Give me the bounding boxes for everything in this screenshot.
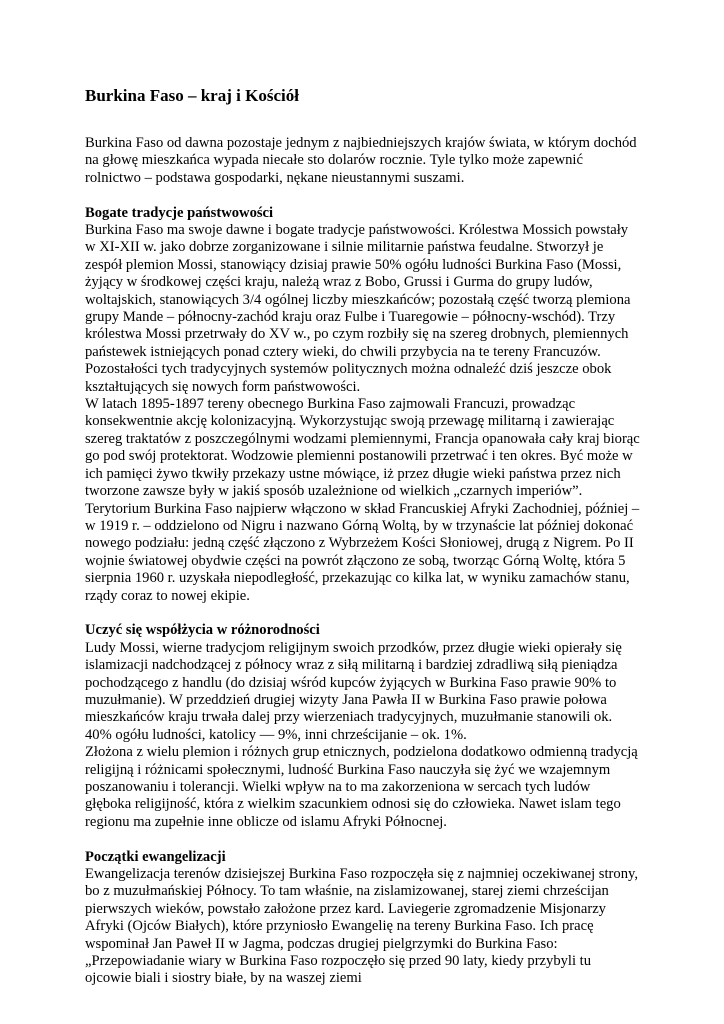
paragraph: Terytorium Burkina Faso najpierw włączono w skład Francuskiej Afryki Zachodniej, później – w 1919 r. – oddzielono od Nigru i nazwano Górną Woltą, by w trzynaście lat później dokonać nowego podziału: jedną część złączono z Wybrzeżem Kości Słoniowej, drugą z Nigrem. Po II wojnie światowej obydwie części na powrót złączono ze sobą, tworząc Górną Woltę, która 5 sierpnia 1960 r. uzyskała niepodległość, przekazując co kilka lat, w wyniku zamachów stanu, rządy coraz to nowej ekipie.	[85, 500, 640, 604]
paragraph: Burkina Faso ma swoje dawne i bogate tradycje państwowości. Królestwa Mossich powstały w XI-XII w. jako dobrze zorganizowane i silnie militarnie państwa feudalne. Stworzył je zespół plemion Mossi, stanowiący dzisiaj prawie 50% ogółu ludności Burkina Faso (Mossi, żyjący w środkowej części kraju, należą wraz z Bobo, Grussi i Gurma do grupy ludów, woltajskich, stanowiących 3/4 ogólnej liczby mieszkańców; pozostałą część tworzą plemiona grupy Mande – północny-zachód kraju oraz Fulbe i Tuaregowie – północny-wschód). Trzy królestwa Mossi przetrwały do XV w., po czym rozbiły się na szereg drobnych, plemiennych państewek istniejących ponad cztery wieki, do chwili przybycia na te tereny Francuzów. Pozostałości tych tradycyjnych systemów politycznych można odnaleźć dziś jeszcze obok kształtujących się nowych form państwowości.	[85, 222, 631, 395]
intro-paragraph: Burkina Faso od dawna pozostaje jednym z najbiedniejszych krajów świata, w którym dochód na głowę mieszkańca wypada niecałe sto dolarów rocznie. Tyle tylko może zapewnić rolnictwo – podstawa gospodarki, nękane nieustannymi suszami.	[85, 135, 637, 186]
paragraph: W latach 1895-1897 tereny obecnego Burkina Faso zajmowali Francuzi, prowadząc konsekwentnie akcję kolonizacyjną. Wykorzystując swoją przewagę militarną i zawierając szereg traktatów z poszczególnymi wodzami plemiennymi, Francja opanowała cały kraj biorąc go pod swój protektorat. Wodzowie plemienni postanowili przetrwać i ten okres. Być może w ich pamięci żywo tkwiły przekazy ustne mówiące, iż przez długie wieki państwa przez nich tworzone zawsze były w jakiś sposób uzależnione od wielkich „czarnych imperiów”.	[85, 396, 640, 500]
paragraph: Ewangelizacja terenów dzisiejszej Burkina Faso rozpoczęła się z najmniej oczekiwanej strony, bo z muzułmańskiej Północy. To tam właśnie, na zislamizowanej, starej ziemi chrześcijan pierwszych wieków, powstało założone przez kard. Laviegerie zgromadzenie Misjonarzy Afryki (Ojców Białych), które przyniosło Ewangelię na tereny Burkina Faso. Ich pracę wspominał Jan Paweł II w Jagma, podczas drugiej pielgrzymki do Burkina Faso: „Przepowiadanie wiary w Burkina Faso rozpoczęło się przed 90 laty, kiedy przybyli tu ojcowie biali i siostry białe, by na waszej ziemi	[85, 866, 638, 987]
paragraph: Ludy Mossi, wierne tradycjom religijnym swoich przodków, przez długie wieki opierały się islamizacji nadchodzącej z północy wraz z siłą militarną i bardziej zdradliwą siłą pieniądza pochodzącego z handlu (do dzisiaj wśród kupców żyjących w Burkina Faso prawie 90% to muzułmanie). W przeddzień drugiej wizyty Jana Pawła II w Burkina Faso prawie połowa mieszkańców kraju trwała dalej przy wierzeniach tradycyjnych, muzułmanie stanowili ok. 40% ogółu ludności, katolicy — 9%, inni chrześcijanie – ok. 1%.	[85, 639, 622, 743]
section-heading: Początki ewangelizacji	[85, 848, 226, 865]
section-state-traditions	[85, 205, 640, 605]
section-heading: Bogate tradycje państwowości	[85, 204, 274, 221]
paragraph: Złożona z wielu plemion i różnych grup etnicznych, podzielona dodatkowo odmienną tradycją religijną i różnicami społecznymi, ludność Burkina Faso nauczyła się żyć we wzajemnym poszanowaniu i tolerancji. Wielki wpływ na to ma zakorzeniona w sercach tych ludów głęboka religijność, która z wielkim szacunkiem odnosi się do człowieka. Nawet islam tego regionu ma zupełnie inne oblicze od islamu Afryki Północnej.	[85, 744, 638, 830]
section-heading: Uczyć się współżycia w różnorodności	[85, 622, 320, 639]
section-evangelization	[85, 849, 640, 988]
document-title: Burkina Faso – kraj i Kościół	[85, 86, 299, 105]
section-coexistence	[85, 622, 640, 831]
